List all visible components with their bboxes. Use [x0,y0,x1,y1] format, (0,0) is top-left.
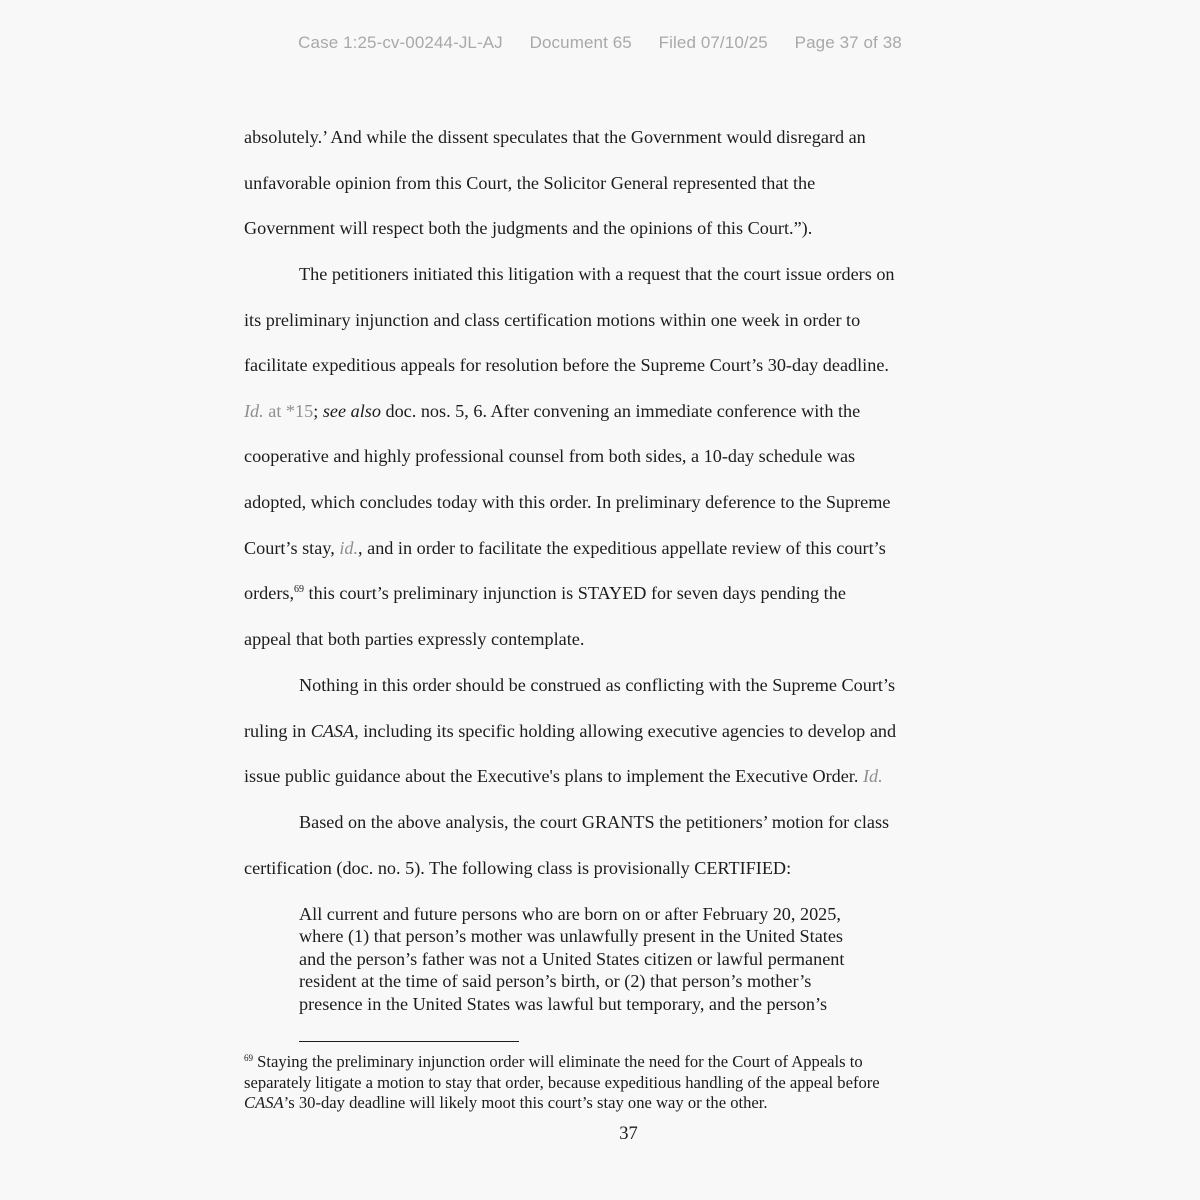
id-citation-link[interactable]: Id. [244,400,264,421]
text-line: certification (doc. no. 5). The following class is provisionally CERTIFIED: [244,857,792,878]
paragraph-4 [244,800,964,891]
page-indicator: Page 37 of 38 [794,33,902,52]
see-also-signal: see also [322,400,381,421]
text-line: ruling in CASA, including its specific holding allowing executive agencies to develop and [244,720,897,741]
text-line: The petitioners initiated this litigation with a request that the court issue orders on [299,264,895,284]
footnote-number: 69 [244,1053,253,1063]
text-line: Id. at *15; see also doc. nos. 5, 6. After convening an immediate conference with the [244,400,861,421]
text-line: cooperative and highly professional counsel from both sides, a 10-day schedule was [244,446,856,467]
paragraph-2 [244,252,964,662]
text-line: appeal that both parties expressly contemplate. [244,628,585,649]
footnote-reference[interactable]: 69 [294,584,304,596]
text-line: Nothing in this order should be construed as conflicting with the Supreme Court’s [299,675,896,695]
case-number: Case 1:25-cv-00244-JL-AJ [298,33,503,52]
filed-date: Filed 07/10/25 [658,33,768,52]
paragraph-3 [244,663,964,800]
text-line: resident at the time of said person’s birth, or (2) that person’s mother’s [299,971,812,992]
document-header [0,33,1200,53]
text-line: and the person’s father was not a United States citizen or lawful permanent [299,948,845,969]
text-line: facilitate expeditious appeals for resolution before the Supreme Court’s 30-day deadline. [244,355,889,376]
text-line: issue public guidance about the Executive's plans to implement the Executive Order. Id. [244,766,883,787]
text-line: adopted, which concludes today with this order. In preliminary deference to the Supreme [244,491,891,512]
document-number: Document 65 [529,33,632,52]
text-line: absolutely.’ And while the dissent speculates that the Government would disregard an [244,127,866,147]
text-line: Based on the above analysis, the court GRANTS the petitioners’ motion for class [299,812,890,832]
text-line: Government will respect both the judgments and the opinions of this Court.”). [244,218,813,239]
footnote-69: $^{69}$ Staying the preliminary injunction order will eliminate the need for the Court of Appeals to separately litigate a motion to stay that order, because expeditious handling of the appeal before CASA’s 30-day deadline will likely moot this court’s stay one way or the other. [244,1052,984,1114]
paragraph-1 [244,115,964,252]
text-line: orders,$^{69}$ this court’s preliminary injunction is STAYED for seven days pending the [244,583,846,604]
text-line: presence in the United States was lawful but temporary, and the person’s [299,993,828,1014]
text-line: its preliminary injunction and class certification motions within one week in order to [244,309,861,330]
id-citation-link[interactable]: Id. [862,766,883,787]
page-number: 37 [619,1124,638,1144]
text-line: All current and future persons who are born on or after February 20, 2025, [299,904,841,924]
text-line: separately litigate a motion to stay that order, because expeditious handling of the appeal before [244,1072,880,1092]
text-line: where (1) that person’s mother was unlawfully present in the United States [299,926,843,947]
text-line: CASA’s 30-day deadline will likely moot this court’s stay one way or the other. [244,1093,768,1113]
case-name: CASA, [310,720,359,741]
class-definition-blockquote [299,903,979,1015]
id-citation-link[interactable]: id. [339,537,359,558]
text-line: Court’s stay, id., and in order to facilitate the expeditious appellate review of this court’s [244,537,886,558]
case-name: CASA [244,1093,284,1113]
text-line: unfavorable opinion from this Court, the Solicitor General represented that the [244,172,816,193]
pin-cite-link[interactable]: at *15 [263,400,314,421]
footnote-divider [299,1041,519,1042]
